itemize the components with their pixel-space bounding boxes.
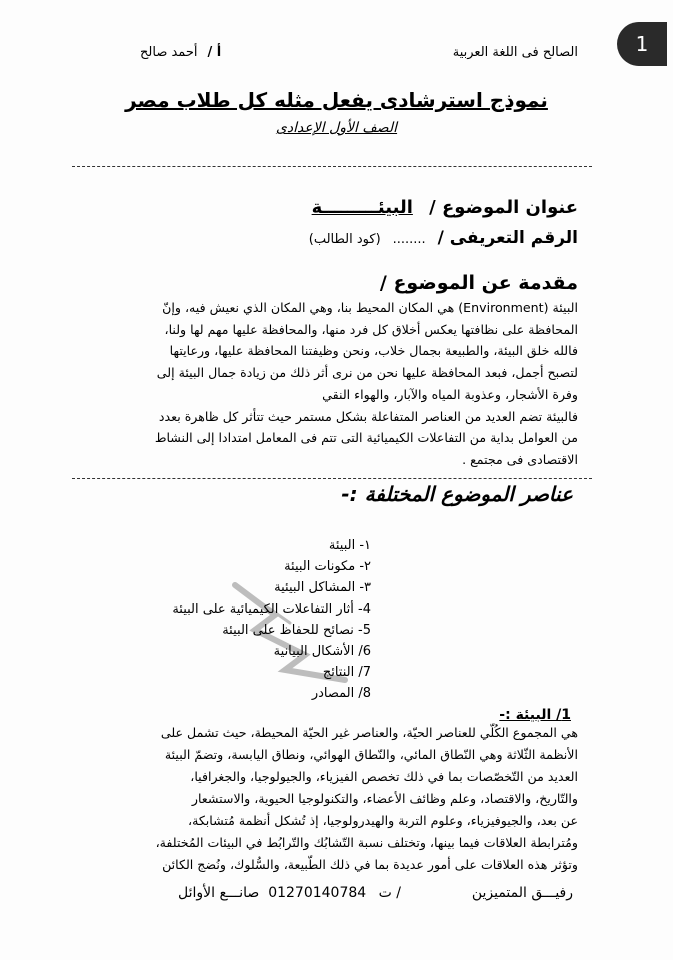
section1-line: الأنظمة الثّلاثة وهي النّطاق المائي، والنّطاق الهوائي، ونطاق اليابسة، وتضمّ البيئة xyxy=(164,747,578,762)
intro-line: فالبيئة تضم العديد من العناصر المتفاعلة بشكل مستمر حيث تتأثر كل ظاهرة بعدد xyxy=(158,408,578,424)
page-number-badge: 1 xyxy=(617,22,667,66)
intro-line: وفرة الأشجار، وعذوبة المياه والآبار، والهواء النقي xyxy=(322,386,578,402)
intro-line: البيئة (Environment) هي المكان المحيط بنا، وهي المكان الذي نعيش فيه، وإنّ xyxy=(162,300,578,315)
list-item: 7/ النتائج xyxy=(322,665,371,681)
intro-line: فالله خلق البيئة، والطبيعة بجمال خلاب، ونحن وظيفتنا المحافظة عليها، ورعايتها xyxy=(169,343,578,359)
intro-line: لتصبح أجمل، فبعد المحافظة عليها نحن من نرى أثر ذلك من زيادة جمال البيئة إلى xyxy=(156,365,578,381)
list-item: ٣- المشاكل البيئية xyxy=(274,580,371,596)
id-line xyxy=(309,228,578,248)
footer-phone xyxy=(268,885,401,901)
header-subject: الصالح فى اللغة العربية xyxy=(452,45,578,60)
elements-list xyxy=(172,535,371,705)
phone-prefix: ت / xyxy=(378,885,401,901)
list-item: 6/ الأشكال البيانية xyxy=(273,644,371,660)
phone-number: 01270140784 xyxy=(268,885,367,901)
topic-line xyxy=(312,197,578,218)
section1-line: العديد من التّخصّصات بما في ذلك تخصص الفيزياء، والجيولوجيا، والجغرافيا، xyxy=(190,769,578,784)
section1-line: والتّاريخ، والاقتصاد، وعلم وظائف الأعضاء، والتكنولوجيا الحيوية، والاستشعار xyxy=(191,791,578,806)
section1-paragraph xyxy=(73,722,578,876)
author-name: أحمد صالح xyxy=(140,45,198,60)
topic-value: البيئـــــــــة xyxy=(311,197,413,218)
section1-line: وتؤثر هذه العلاقات على أمور عديدة بما في ذلك الطّبيعة، والسُّلوك، ونُضج الكائن xyxy=(162,857,578,872)
intro-paragraph xyxy=(73,297,578,471)
intro-line: المحافظة على نظافتها يعكس أخلاق كل فرد منها، والمحافظة عليها مهم لها ولنا، xyxy=(164,321,578,337)
footer-right: رفيـــق المتميزين xyxy=(471,885,573,901)
divider-top xyxy=(72,166,592,167)
document-title: نموذج استرشادى يفعل مثله كل طلاب مصر xyxy=(125,88,548,112)
section1-line: عن بعد، والجيوفيزياء، وعلوم التربة والهيدرولوجيا، إذ تُشكل أنظمة مُتشابكة، xyxy=(188,813,578,828)
intro-line: من العوامل بداية من التفاعلات الكيميائية التى تتم فى المعامل امتدادا إلى النشاط xyxy=(154,430,578,446)
topic-label: عنوان الموضوع / xyxy=(429,197,578,218)
section1-heading: 1/ البيئة :- xyxy=(499,707,571,723)
list-item: 8/ المصادر xyxy=(311,686,371,702)
header-author xyxy=(140,45,221,60)
id-value: ........ xyxy=(392,232,426,247)
divider-mid xyxy=(72,478,592,479)
intro-line: الاقتصادى فى مجتمع . xyxy=(462,451,578,467)
author-prefix: أ / xyxy=(207,45,222,60)
intro-heading: مقدمة عن الموضوع / xyxy=(379,272,578,294)
id-note: (كود الطالب) xyxy=(308,232,381,247)
document-subtitle: الصف الأول الإعدادى xyxy=(275,120,398,136)
list-item: ١- البيئة xyxy=(328,538,371,553)
section1-line: ومُترابطة العلاقات فيما بينها، وتختلف نسبة التّشابُك والتّرابُط في البيئات المُختلفة، xyxy=(155,835,578,850)
list-item: ٢- مكونات البيئة xyxy=(284,559,371,575)
list-item: 4- أثار التفاعلات الكيميائية على البيئة xyxy=(172,601,371,617)
elements-heading: عناصر الموضوع المختلفة :- xyxy=(341,482,573,506)
list-item: 5- نصائح للحفاظ على البيئة xyxy=(222,622,371,638)
footer-left: صانـــع الأوائل xyxy=(178,885,260,901)
id-label: الرقم التعريفى / xyxy=(437,228,578,248)
section1-line: هي المجموع الكُلّي للعناصر الحيّة، والعناصر غير الحيّة المحيطة، حيث تشمل على xyxy=(160,725,578,740)
